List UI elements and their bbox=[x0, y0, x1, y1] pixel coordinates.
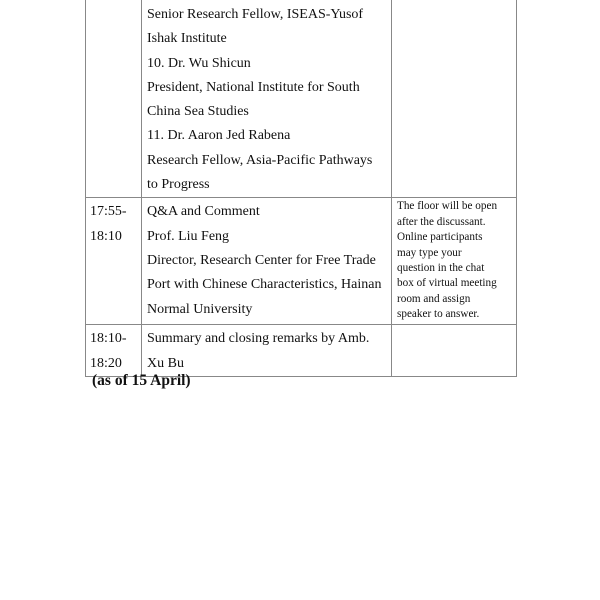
time-end: 18:10 bbox=[90, 228, 122, 244]
speaker-title: Research Fellow, Asia-Pacific Pathways bbox=[147, 152, 373, 168]
speaker-title: President, National Institute for South bbox=[147, 79, 360, 95]
speaker-title: Director, Research Center for Free Trade bbox=[147, 252, 376, 268]
speaker-title: to Progress bbox=[147, 177, 210, 193]
agenda-row bbox=[86, 198, 517, 325]
note-line: box of virtual meeting bbox=[397, 277, 497, 290]
speaker-title: Senior Research Fellow, ISEAS-Yusof bbox=[147, 7, 364, 22]
time-cell bbox=[86, 198, 142, 325]
note-text bbox=[392, 198, 516, 322]
time-end: 18:20 bbox=[90, 355, 122, 371]
note-line: The floor will be open bbox=[397, 200, 498, 213]
agenda-row bbox=[86, 0, 517, 198]
speaker-title: China Sea Studies bbox=[147, 104, 249, 120]
note-cell bbox=[392, 198, 517, 325]
time-cell bbox=[86, 0, 142, 198]
note-cell bbox=[392, 0, 517, 198]
speaker-name: Xu Bu bbox=[147, 355, 184, 371]
speaker-title: Port with Chinese Characteristics, Hainan bbox=[147, 277, 382, 293]
note-line: after the discussant. bbox=[397, 215, 486, 228]
note-cell bbox=[392, 325, 517, 377]
time-start: 17:55- bbox=[90, 204, 127, 220]
note-line: Online participants bbox=[397, 231, 483, 244]
note-line: question in the chat bbox=[397, 262, 485, 274]
time-cell bbox=[86, 325, 142, 377]
session-title: Summary and closing remarks by Amb. bbox=[147, 331, 370, 347]
content-cell bbox=[142, 0, 392, 198]
agenda-table bbox=[85, 0, 517, 377]
speaker-name: Prof. Liu Feng bbox=[147, 228, 230, 244]
content-cell bbox=[142, 198, 392, 325]
time-start: 18:10- bbox=[90, 331, 127, 347]
content-cell bbox=[142, 325, 392, 377]
speaker-name: 10. Dr. Wu Shicun bbox=[147, 55, 251, 71]
speaker-title: Ishak Institute bbox=[147, 31, 227, 47]
note-line: may type your bbox=[397, 246, 462, 259]
session-title: Q&A and Comment bbox=[147, 204, 260, 220]
note-line: room and assign bbox=[397, 292, 471, 305]
speaker-title: Normal University bbox=[147, 301, 253, 317]
agenda-row bbox=[86, 325, 517, 377]
note-line: speaker to answer. bbox=[397, 308, 480, 321]
as-of-date: (as of 15 April) bbox=[92, 372, 191, 389]
speaker-name: 11. Dr. Aaron Jed Rabena bbox=[147, 128, 291, 144]
